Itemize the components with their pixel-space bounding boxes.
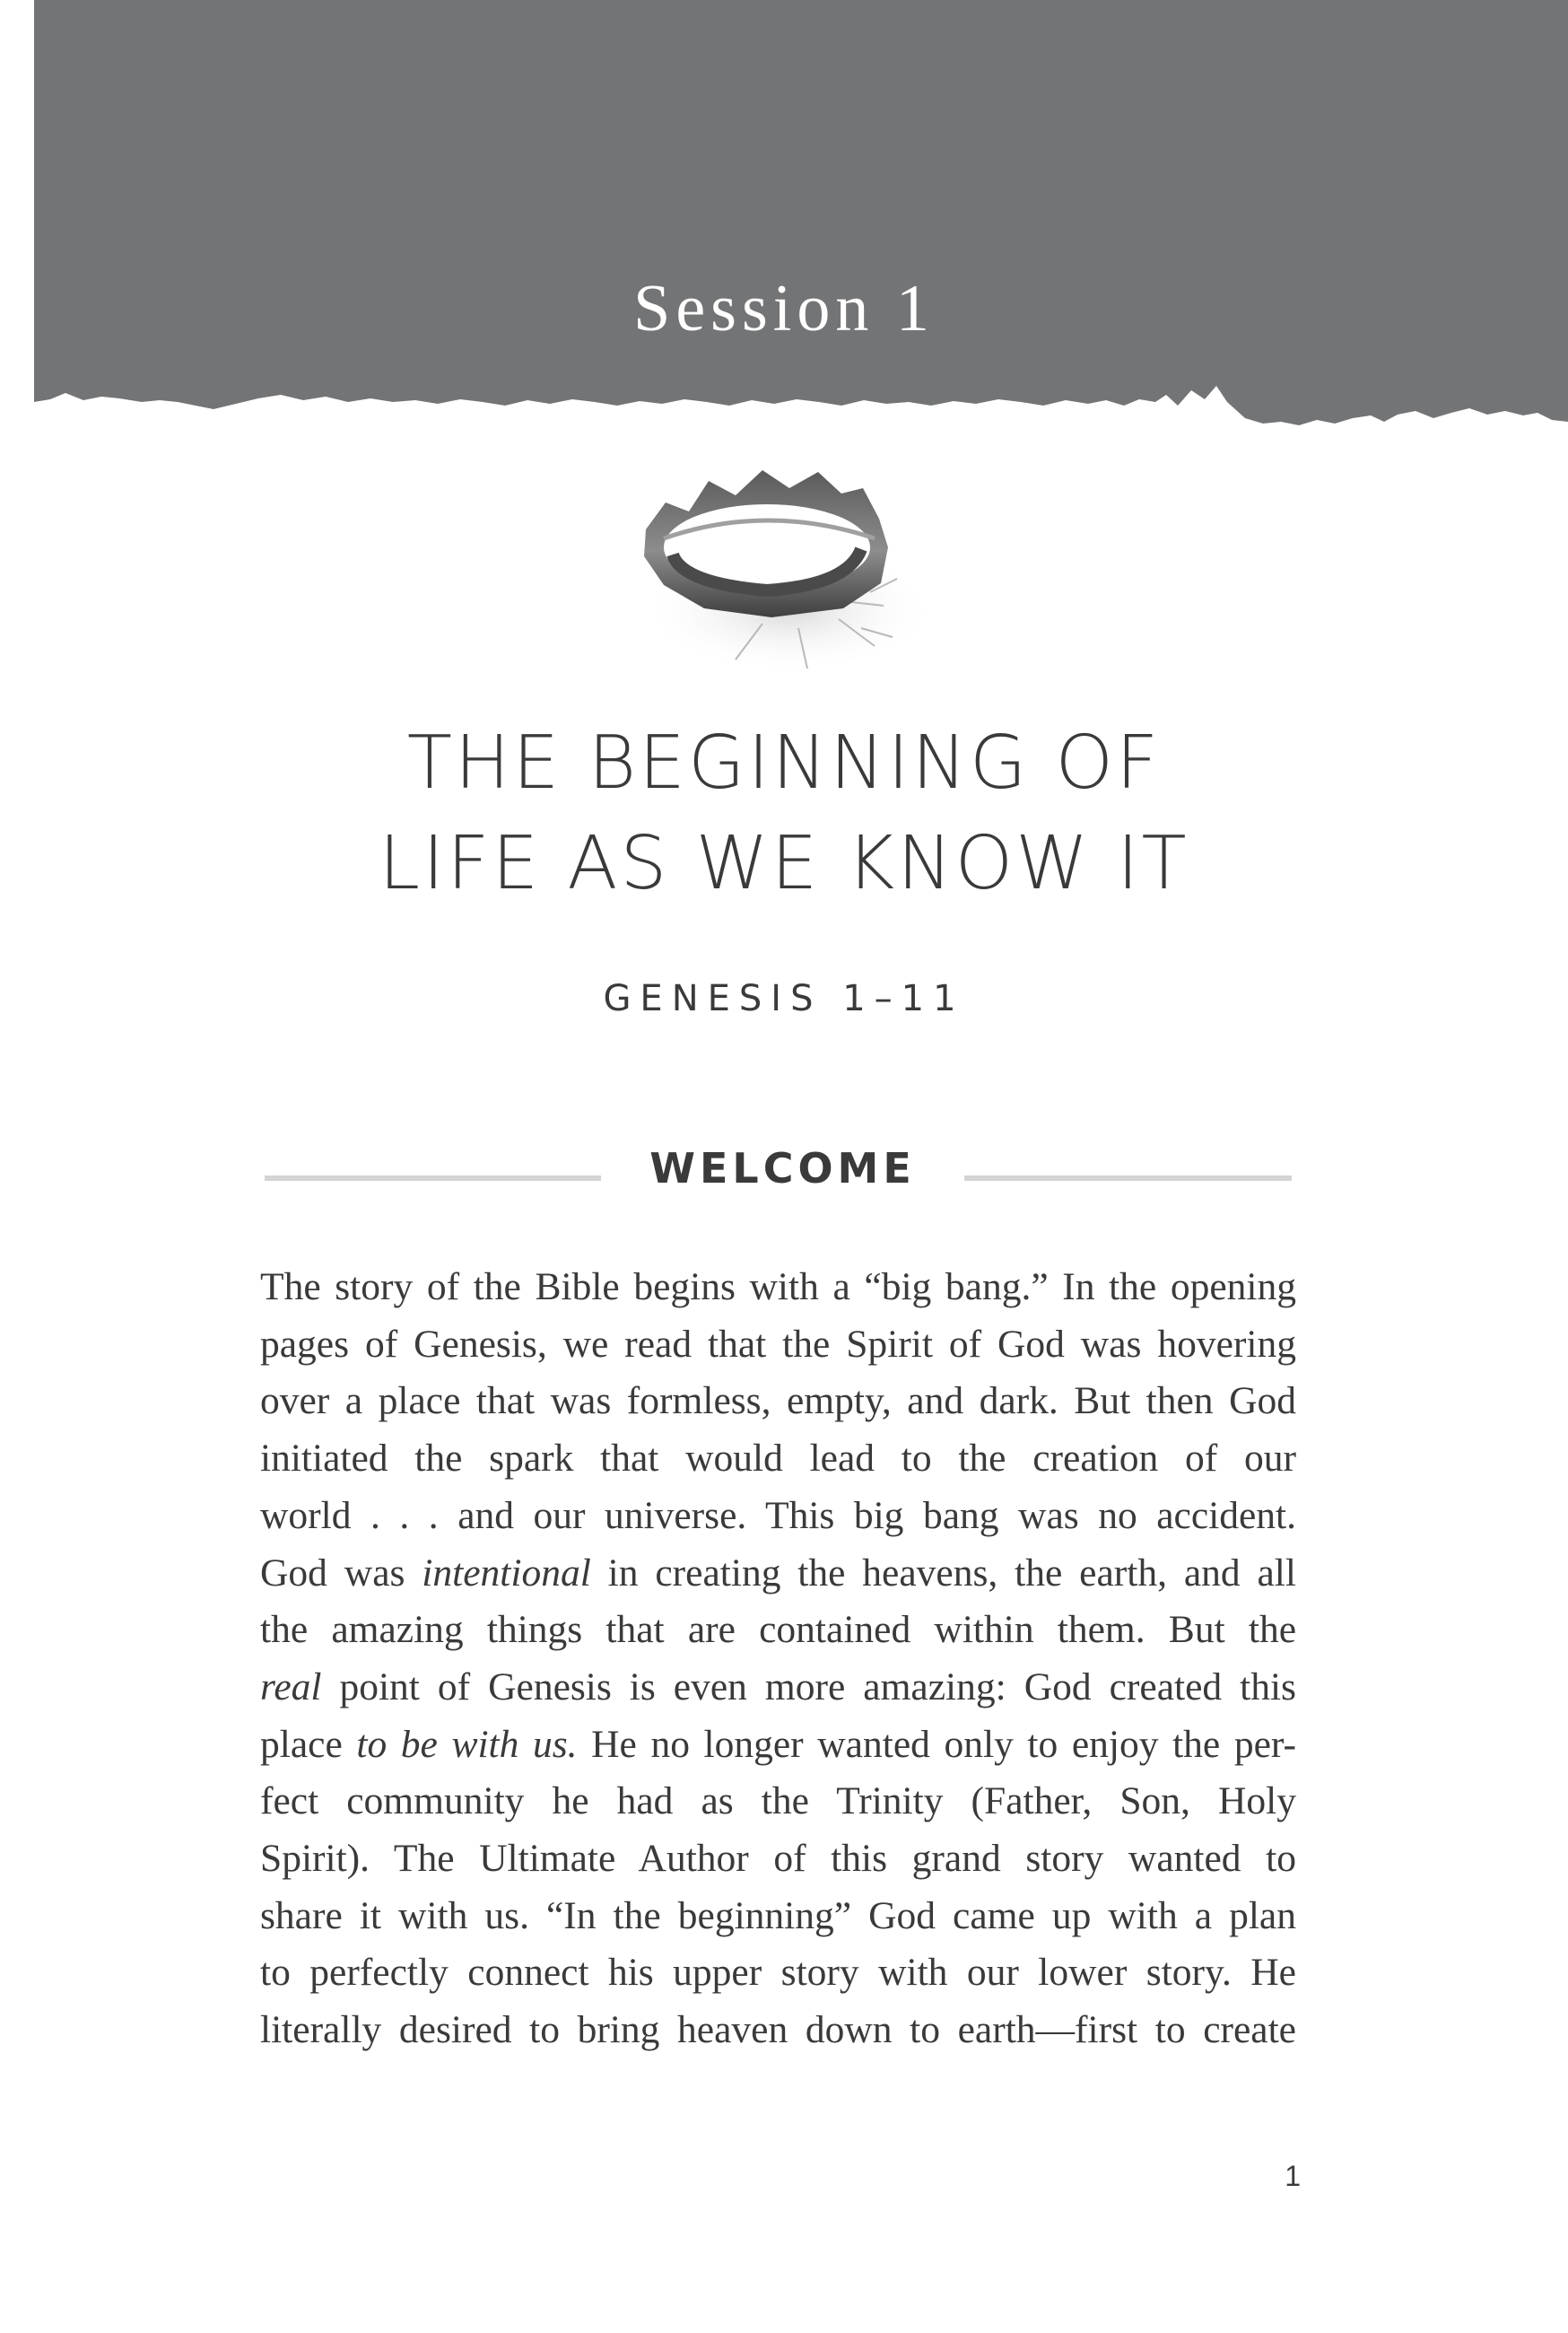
body-line: literally desired to bring heaven down to earth—first to create: [260, 2008, 1296, 2052]
heading-rule-left: [265, 1175, 601, 1181]
body-line: share it with us. “In the beginning” God came up with a plan: [260, 1893, 1296, 1937]
page-number: 1: [1285, 2160, 1301, 2192]
scripture-reference: GENESIS 1–11: [603, 978, 965, 1019]
section-heading-row: [265, 1144, 1292, 1198]
crown-of-thorns-icon: [619, 449, 942, 691]
body-line: world . . . and our universe. This big bang was no accident.: [260, 1493, 1296, 1537]
body-line: the amazing things that are contained within them. But the: [260, 1608, 1296, 1652]
body-line: The story of the Bible begins with a “big bang.” In the opening: [260, 1265, 1296, 1308]
body-line: pages of Genesis, we read that the Spirit of God was hovering: [260, 1322, 1296, 1366]
body-line: Spirit). The Ultimate Author of this grand story wanted to: [260, 1837, 1296, 1881]
body-line: place to be with us. He no longer wanted only to enjoy the per-: [260, 1722, 1296, 1766]
chapter-title: [0, 713, 1568, 914]
body-line: fect community he had as the Trinity (Father, Son, Holy: [260, 1779, 1296, 1823]
body-paragraph: [260, 1259, 1296, 2059]
body-line: real point of Genesis is even more amazing: God created this: [260, 1665, 1296, 1708]
section-heading: WELCOME: [649, 1144, 916, 1193]
session-label: Session 1: [633, 272, 935, 345]
body-line: over a place that was formless, empty, and dark. But then God: [260, 1379, 1296, 1423]
body-line: God was intentional in creating the heavens, the earth, and all: [260, 1551, 1296, 1595]
header-band: [34, 0, 1568, 449]
chapter-title-line-1: THE BEGINNING OF: [406, 721, 1162, 806]
body-line: initiated the spark that would lead to the creation of our: [260, 1437, 1296, 1481]
chapter-title-line-2: LIFE AS WE KNOW IT: [379, 821, 1189, 906]
body-line: to perfectly connect his upper story with our lower story. He: [260, 1951, 1296, 1995]
heading-rule-right: [964, 1175, 1292, 1181]
